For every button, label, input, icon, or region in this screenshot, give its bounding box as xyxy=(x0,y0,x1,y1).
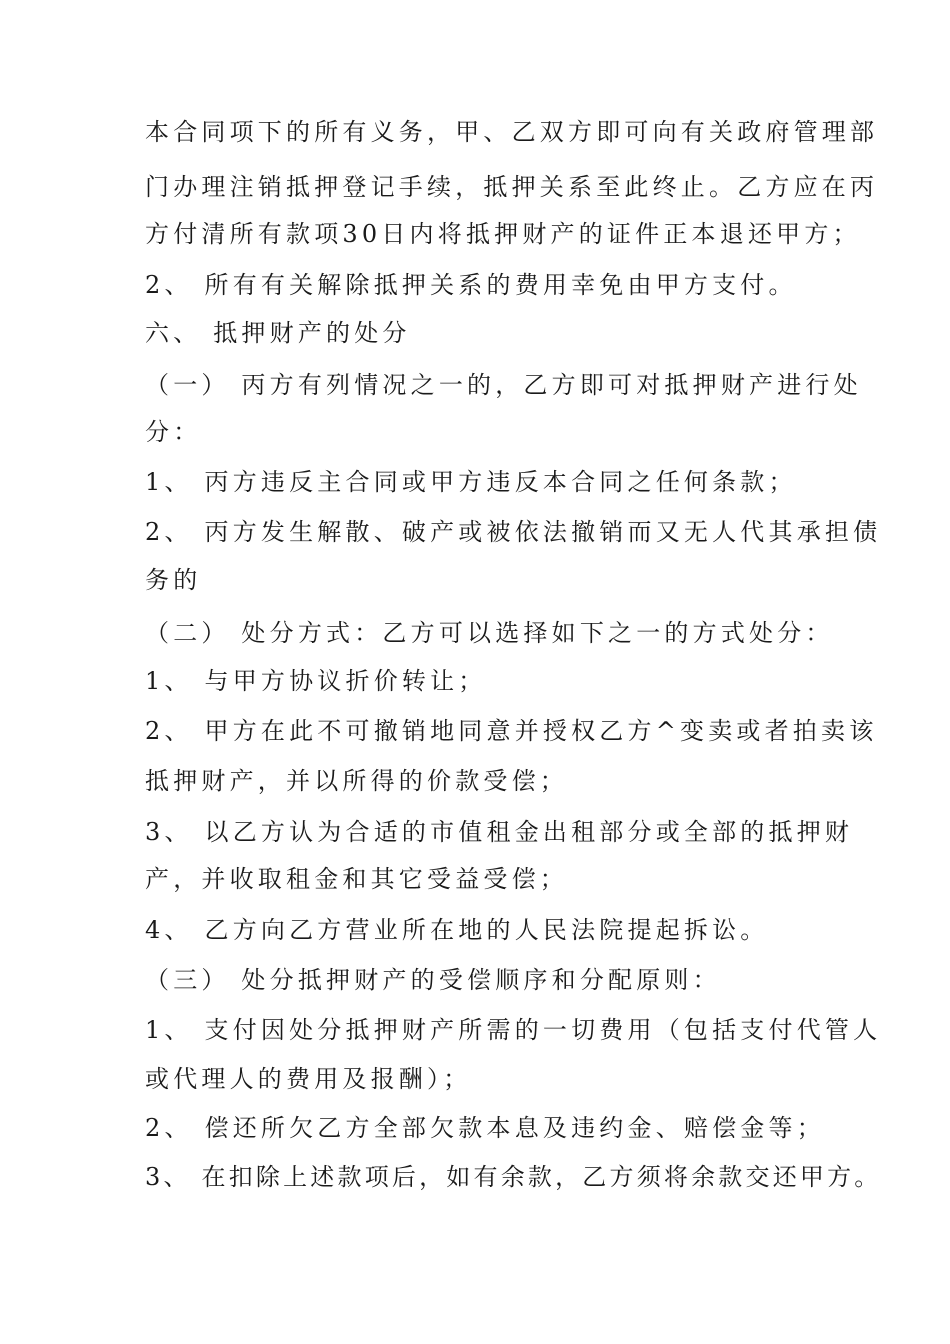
text-line: 抵押财产，并以所得的价款受偿； xyxy=(145,767,568,795)
text-line: 门办理注销抵押登记手续，抵押关系至此终止。乙方应在丙 xyxy=(145,173,879,201)
text-line: 分： xyxy=(145,418,202,446)
text-line: 务的 xyxy=(145,566,202,594)
text-line: 产，并收取租金和其它受益受偿； xyxy=(145,865,568,893)
subsection-heading: （三） 处分抵押财产的受偿顺序和分配原则： xyxy=(145,966,721,994)
list-item: 1、 支付因处分抵押财产所需的一切费用（包括支付代管人 xyxy=(145,1016,882,1044)
text-line: 本合同项下的所有义务，甲、乙双方即可向有关政府管理部 xyxy=(145,118,879,146)
list-item: 2、 偿还所欠乙方全部欠款本息及违约金、赔偿金等； xyxy=(145,1114,825,1142)
section-heading: 六、 抵押财产的处分 xyxy=(145,319,411,347)
list-item: 2、 丙方发生解散、破产或被依法撤销而又无人代其承担债 xyxy=(145,518,882,546)
text-line: 方付清所有款项30日内将抵押财产的证件正本退还甲方； xyxy=(145,220,861,248)
list-item: 2、 甲方在此不可撤销地同意并授权乙方^变卖或者拍卖该 xyxy=(145,717,878,745)
subsection-heading: （一） 丙方有列情况之一的，乙方即可对抵押财产进行处 xyxy=(145,371,862,399)
list-item: 1、 与甲方协议折价转让； xyxy=(145,667,487,695)
text-line: 2、 所有有关解除抵押关系的费用幸免由甲方支付。 xyxy=(145,271,797,299)
list-item: 1、 丙方违反主合同或甲方违反本合同之任何条款； xyxy=(145,468,797,496)
list-item: 3、 以乙方认为合适的市值租金出租部分或全部的抵押财 xyxy=(145,818,854,846)
list-item: 4、 乙方向乙方营业所在地的人民法院提起拆讼。 xyxy=(145,916,769,944)
subsection-heading: （二） 处分方式：乙方可以选择如下之一的方式处分： xyxy=(145,619,834,647)
text-line: 或代理人的费用及报酬）； xyxy=(145,1065,472,1093)
list-item: 3、 在扣除上述款项后，如有余款，乙方须将余款交还甲方。 xyxy=(145,1163,882,1191)
